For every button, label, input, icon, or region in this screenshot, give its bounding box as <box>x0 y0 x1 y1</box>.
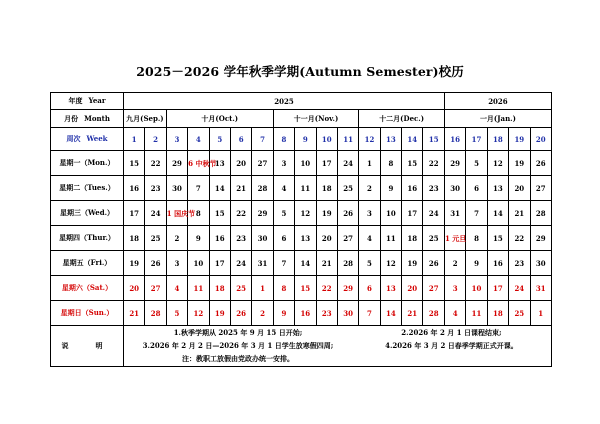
date-cell: 7 <box>466 201 487 226</box>
date-cell: 19 <box>209 301 230 326</box>
date-cell: 28 <box>530 201 551 226</box>
week-row <box>51 128 552 151</box>
date-cell: 19 <box>402 251 423 276</box>
week-header: 周次 Week <box>51 128 124 151</box>
date-cell: 2 <box>359 176 380 201</box>
date-cell: 16 <box>402 176 423 201</box>
date-cell: 23 <box>230 226 251 251</box>
date-cell: 23 <box>316 301 337 326</box>
year-2025-cell: 2025 <box>124 93 445 110</box>
date-cell: 11 <box>380 226 401 251</box>
week-number-cell: 9 <box>295 128 316 151</box>
date-cell: 27 <box>530 176 551 201</box>
date-cell: 25 <box>145 226 166 251</box>
date-cell: 19 <box>316 201 337 226</box>
date-cell: 26 <box>145 251 166 276</box>
date-cell: 24 <box>509 276 530 301</box>
date-cell: 22 <box>145 151 166 176</box>
date-cell: 4 <box>166 276 187 301</box>
date-cell: 8 <box>188 201 209 226</box>
week-number-cell: 20 <box>530 128 551 151</box>
date-cell: 1 <box>359 151 380 176</box>
note-4: 4.2026 年 3 月 2 日春季学期正式开课。 <box>385 341 518 350</box>
date-cell: 29 <box>530 226 551 251</box>
date-cell: 3 <box>359 201 380 226</box>
note-5: 注：教职工放假由党政办统一安排。 <box>182 354 294 363</box>
date-cell: 12 <box>188 301 209 326</box>
weekday-label: 星期二（Tues.） <box>51 176 124 201</box>
date-cell: 9 <box>380 176 401 201</box>
date-cell: 25 <box>337 176 358 201</box>
date-cell: 18 <box>124 226 145 251</box>
date-cell: 9 <box>273 301 294 326</box>
date-cell: 17 <box>316 151 337 176</box>
date-cell: 9 <box>466 251 487 276</box>
date-cell: 22 <box>423 151 444 176</box>
date-cell: 7 <box>359 301 380 326</box>
date-cell: 23 <box>145 176 166 201</box>
date-cell: 2 <box>166 226 187 251</box>
week-number-cell: 11 <box>337 128 358 151</box>
month-cell: 九月(Sep.) <box>124 110 167 128</box>
date-cell: 16 <box>124 176 145 201</box>
date-cell: 17 <box>487 276 508 301</box>
date-cell: 17 <box>209 251 230 276</box>
date-cell: 13 <box>380 276 401 301</box>
week-number-cell: 8 <box>273 128 294 151</box>
date-cell: 3 <box>444 276 465 301</box>
date-cell: 18 <box>316 176 337 201</box>
date-cell: 5 <box>466 151 487 176</box>
weekday-label: 星期四（Thur.） <box>51 226 124 251</box>
date-cell: 15 <box>295 276 316 301</box>
weekday-label: 星期六（Sat.） <box>51 276 124 301</box>
date-cell: 29 <box>166 151 187 176</box>
week-number-cell: 15 <box>423 128 444 151</box>
date-cell: 14 <box>209 176 230 201</box>
date-cell: 21 <box>402 301 423 326</box>
date-cell: 15 <box>402 151 423 176</box>
date-cell: 26 <box>337 201 358 226</box>
date-cell: 10 <box>188 251 209 276</box>
month-cell: 十一月(Nov.) <box>273 110 359 128</box>
notes-row <box>51 326 552 367</box>
notes-body <box>124 326 552 367</box>
date-cell: 24 <box>423 201 444 226</box>
date-cell: 28 <box>337 251 358 276</box>
weekday-label: 星期三（Wed.） <box>51 201 124 226</box>
weekday-row <box>51 176 552 201</box>
month-header: 月份 Month <box>51 110 124 128</box>
date-cell: 17 <box>124 201 145 226</box>
week-number-cell: 12 <box>359 128 380 151</box>
date-cell: 23 <box>423 176 444 201</box>
holiday-date-cell: 6 中秋节 <box>188 151 209 176</box>
week-number-cell: 19 <box>509 128 530 151</box>
date-cell: 18 <box>402 226 423 251</box>
date-cell: 12 <box>487 151 508 176</box>
weekday-row <box>51 151 552 176</box>
year-header: 年度 Year <box>51 93 124 110</box>
week-number-cell: 1 <box>124 128 145 151</box>
date-cell: 3 <box>273 151 294 176</box>
date-cell: 27 <box>252 151 273 176</box>
notes-label: 说 明 <box>51 326 124 367</box>
week-number-cell: 13 <box>380 128 401 151</box>
date-cell: 28 <box>252 176 273 201</box>
date-cell: 30 <box>530 251 551 276</box>
date-cell: 28 <box>423 301 444 326</box>
date-cell: 16 <box>295 301 316 326</box>
weekday-label: 星期一（Mon.） <box>51 151 124 176</box>
year-row <box>51 93 552 110</box>
date-cell: 20 <box>402 276 423 301</box>
date-cell: 30 <box>252 226 273 251</box>
date-cell: 22 <box>230 201 251 226</box>
date-cell: 8 <box>380 151 401 176</box>
date-cell: 26 <box>230 301 251 326</box>
date-cell: 18 <box>487 301 508 326</box>
date-cell: 8 <box>466 226 487 251</box>
date-cell: 14 <box>295 251 316 276</box>
weekday-label: 星期日（Sun.） <box>51 301 124 326</box>
note-1: 1.秋季学期从 2025 年 9 月 15 日开始; <box>173 328 303 337</box>
date-cell: 20 <box>230 151 251 176</box>
date-cell: 22 <box>316 276 337 301</box>
date-cell: 30 <box>444 176 465 201</box>
date-cell: 15 <box>209 201 230 226</box>
date-cell: 19 <box>124 251 145 276</box>
date-cell: 15 <box>487 226 508 251</box>
week-number-cell: 14 <box>402 128 423 151</box>
week-number-cell: 10 <box>316 128 337 151</box>
date-cell: 24 <box>230 251 251 276</box>
date-cell: 11 <box>466 301 487 326</box>
date-cell: 4 <box>273 176 294 201</box>
weekday-row <box>51 201 552 226</box>
date-cell: 25 <box>230 276 251 301</box>
date-cell: 11 <box>295 176 316 201</box>
weekday-row <box>51 251 552 276</box>
date-cell: 1 <box>530 301 551 326</box>
month-row <box>51 110 552 128</box>
date-cell: 27 <box>423 276 444 301</box>
week-number-cell: 3 <box>166 128 187 151</box>
week-number-cell: 18 <box>487 128 508 151</box>
date-cell: 29 <box>252 201 273 226</box>
month-cell: 十月(Oct.) <box>166 110 273 128</box>
week-number-cell: 4 <box>188 128 209 151</box>
date-cell: 10 <box>466 276 487 301</box>
month-cell: 十二月(Dec.) <box>359 110 445 128</box>
date-cell: 15 <box>124 151 145 176</box>
date-cell: 20 <box>509 176 530 201</box>
week-number-cell: 2 <box>145 128 166 151</box>
academic-calendar-table <box>50 92 552 367</box>
month-cell: 一月(Jan.) <box>444 110 551 128</box>
week-number-cell: 6 <box>230 128 251 151</box>
weekday-label: 星期五（Fri.） <box>51 251 124 276</box>
date-cell: 12 <box>380 251 401 276</box>
page-title: 2025－2026 学年秋季学期(Autumn Semester)校历 <box>136 64 464 79</box>
date-cell: 6 <box>466 176 487 201</box>
weekday-row <box>51 276 552 301</box>
holiday-date-cell: 1 国庆节 <box>166 201 187 226</box>
date-cell: 12 <box>295 201 316 226</box>
date-cell: 8 <box>273 276 294 301</box>
date-cell: 11 <box>188 276 209 301</box>
date-cell: 19 <box>509 151 530 176</box>
date-cell: 4 <box>359 226 380 251</box>
date-cell: 5 <box>359 251 380 276</box>
date-cell: 3 <box>166 251 187 276</box>
date-cell: 21 <box>230 176 251 201</box>
date-cell: 14 <box>487 201 508 226</box>
date-cell: 31 <box>444 201 465 226</box>
date-cell: 22 <box>509 226 530 251</box>
date-cell: 17 <box>402 201 423 226</box>
date-cell: 6 <box>273 226 294 251</box>
date-cell: 26 <box>530 151 551 176</box>
note-2: 2.2026 年 2 月 1 日课程结束; <box>401 328 502 337</box>
date-cell: 9 <box>188 226 209 251</box>
date-cell: 25 <box>423 226 444 251</box>
year-2026-cell: 2026 <box>444 93 551 110</box>
note-3: 3.2026 年 2 月 2 日—2026 年 3 月 1 日学生放寒假四周; <box>142 341 334 350</box>
date-cell: 2 <box>252 301 273 326</box>
date-cell: 21 <box>124 301 145 326</box>
date-cell: 25 <box>509 301 530 326</box>
holiday-date-cell: 1 元旦 <box>444 226 465 251</box>
date-cell: 13 <box>487 176 508 201</box>
date-cell: 23 <box>509 251 530 276</box>
date-cell: 1 <box>252 276 273 301</box>
date-cell: 27 <box>145 276 166 301</box>
date-cell: 5 <box>273 201 294 226</box>
date-cell: 26 <box>423 251 444 276</box>
week-number-cell: 5 <box>209 128 230 151</box>
date-cell: 7 <box>188 176 209 201</box>
date-cell: 24 <box>337 151 358 176</box>
date-cell: 18 <box>209 276 230 301</box>
weekday-row <box>51 301 552 326</box>
date-cell: 29 <box>337 276 358 301</box>
date-cell: 13 <box>295 226 316 251</box>
week-number-cell: 17 <box>466 128 487 151</box>
date-cell: 4 <box>444 301 465 326</box>
date-cell: 20 <box>124 276 145 301</box>
date-cell: 30 <box>337 301 358 326</box>
date-cell: 2 <box>444 251 465 276</box>
date-cell: 21 <box>316 251 337 276</box>
week-number-cell: 16 <box>444 128 465 151</box>
date-cell: 6 <box>359 276 380 301</box>
date-cell: 14 <box>380 301 401 326</box>
date-cell: 24 <box>145 201 166 226</box>
date-cell: 10 <box>295 151 316 176</box>
date-cell: 13 <box>209 151 230 176</box>
date-cell: 20 <box>316 226 337 251</box>
date-cell: 16 <box>487 251 508 276</box>
date-cell: 29 <box>444 151 465 176</box>
date-cell: 10 <box>380 201 401 226</box>
date-cell: 31 <box>252 251 273 276</box>
date-cell: 30 <box>166 176 187 201</box>
date-cell: 27 <box>337 226 358 251</box>
date-cell: 28 <box>145 301 166 326</box>
date-cell: 21 <box>509 201 530 226</box>
date-cell: 31 <box>530 276 551 301</box>
date-cell: 5 <box>166 301 187 326</box>
week-number-cell: 7 <box>252 128 273 151</box>
date-cell: 7 <box>273 251 294 276</box>
date-cell: 16 <box>209 226 230 251</box>
weekday-row <box>51 226 552 251</box>
